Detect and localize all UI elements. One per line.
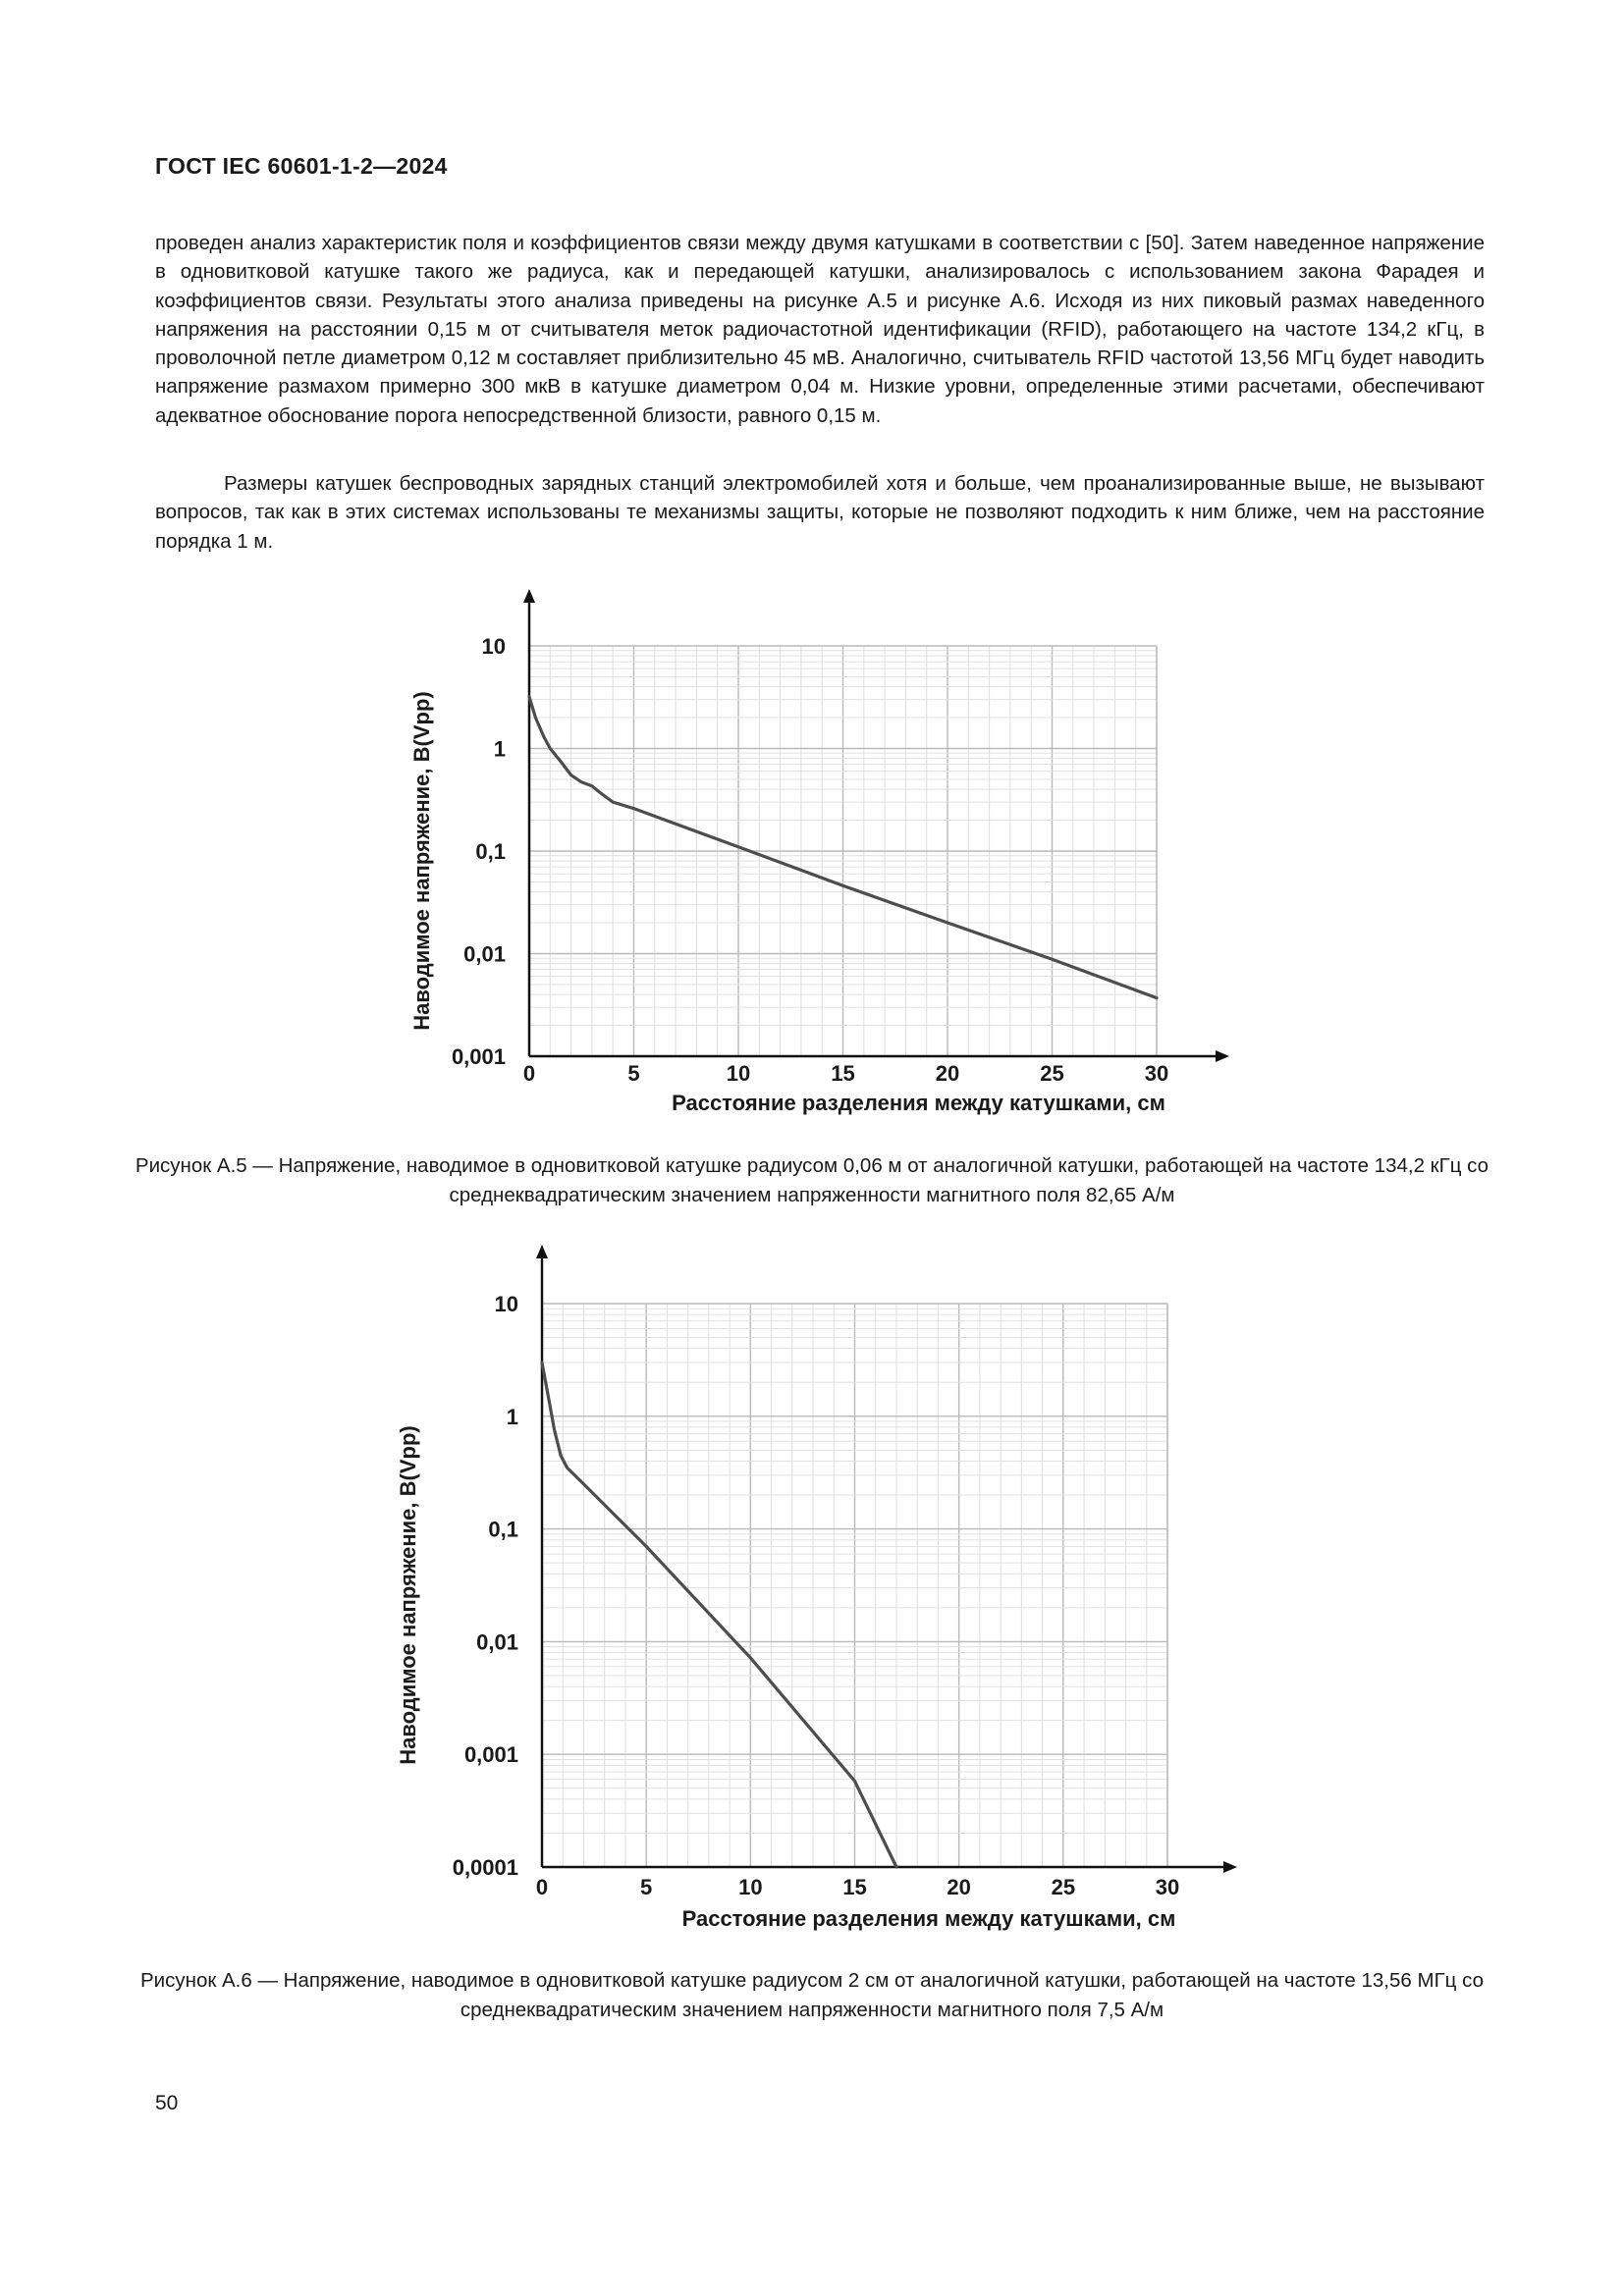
y-tick-label: 0,01 bbox=[476, 1629, 518, 1655]
y-axis-label: Наводимое напряжение, В(Vpp) bbox=[396, 1425, 420, 1765]
x-tick-label: 25 bbox=[1051, 1875, 1076, 1899]
y-axis-label: Наводимое напряжение, В(Vpp) bbox=[409, 691, 434, 1031]
y-tick-label: 10 bbox=[481, 634, 506, 659]
y-tick-label: 0,0001 bbox=[452, 1855, 518, 1880]
x-tick-label: 0 bbox=[522, 1061, 536, 1086]
y-axis-arrow bbox=[536, 1245, 548, 1258]
page-number: 50 bbox=[155, 2092, 179, 2114]
y-tick-label: 0,1 bbox=[475, 839, 506, 864]
y-tick-label: 1 bbox=[493, 736, 506, 762]
document-header: ГОСТ IEC 60601-1-2—2024 bbox=[155, 153, 448, 179]
y-tick-label: 1 bbox=[506, 1404, 518, 1429]
x-tick-label: 5 bbox=[627, 1061, 640, 1086]
x-axis-arrow bbox=[1216, 1050, 1229, 1062]
figure-a6-caption: Рисунок А.6 — Напряжение, наводимое в одновитковой катушке радиусом 2 см от аналогичной катушки, работающей на частоте 13,56 МГц со среднеквадратическим значением напряженности магнитного поля 7,5 А/м bbox=[140, 1969, 1484, 2021]
x-axis-label: Расстояние разделения между катушками, см bbox=[681, 1906, 1176, 1931]
x-tick-label: 15 bbox=[831, 1061, 855, 1086]
x-axis-label: Расстояние разделения между катушками, см bbox=[672, 1091, 1165, 1115]
y-tick-label: 0,01 bbox=[463, 941, 506, 967]
chart-a6 bbox=[396, 1245, 1237, 1931]
x-tick-label: 30 bbox=[1155, 1875, 1180, 1899]
paragraph-text: проведен анализ характеристик поля и коэффициентов связи между двумя катушками в соответствии с [50]. Затем наведенное напряжение в одновитковой катушке такого же радиуса, как и передающей катушки, анализировалось с использованием закона Фарадея и коэффициентов связи. Результаты этого анализа приведены на рисунке А.5 и рисунке А.6. Исходя из них пиковый размах наведенного напряжения на расстоянии 0,15 м от считывателя меток радиочастотной идентификации (RFID), работающего на частоте 134,2 кГц, в проволочной петле диаметром 0,12 м составляет приблизительно 45 мВ. Аналогично, считыватель RFID частотой 13,56 МГц будет наводить напряжение размахом примерно 300 мкВ в катушке диаметром 0,04 м. Низкие уровни, определенные этими расчетами, обеспечивают адекватное обоснование порога непосредственной близости, равного 0,15 м. bbox=[155, 232, 1485, 427]
y-tick-label: 0,1 bbox=[488, 1517, 518, 1542]
x-tick-label: 5 bbox=[640, 1875, 653, 1899]
series-line-a6 bbox=[542, 1362, 896, 1867]
x-axis-arrow bbox=[1223, 1861, 1237, 1873]
x-tick-label: 10 bbox=[738, 1875, 763, 1899]
chart-a5 bbox=[409, 589, 1229, 1115]
paragraph-text: Размеры катушек беспроводных зарядных станций электромобилей хотя и больше, чем проанализированные выше, не вызывают вопросов, так как в этих системах использованы те механизмы защиты, которые не позволяют подходить к ним ближе, чем на расстояние порядка 1 м. bbox=[155, 472, 1485, 553]
x-tick-label: 15 bbox=[842, 1875, 867, 1899]
y-tick-label: 0,001 bbox=[451, 1044, 506, 1069]
x-tick-label: 20 bbox=[935, 1061, 960, 1086]
y-tick-label: 0,001 bbox=[463, 1742, 518, 1768]
x-tick-label: 10 bbox=[726, 1061, 751, 1086]
x-tick-label: 25 bbox=[1040, 1061, 1064, 1086]
x-tick-label: 30 bbox=[1144, 1061, 1169, 1086]
x-tick-label: 20 bbox=[947, 1875, 971, 1899]
y-tick-label: 10 bbox=[494, 1292, 518, 1316]
figure-a5-caption: Рисунок А.5 — Напряжение, наводимое в одновитковой катушке радиусом 0,06 м от аналогичной катушки, работающей на частоте 134,2 кГц со среднеквадратическим значением напряженности магнитного поля 82,65 А/м bbox=[135, 1154, 1489, 1206]
y-axis-arrow bbox=[523, 589, 535, 603]
x-tick-label: 0 bbox=[535, 1875, 549, 1899]
